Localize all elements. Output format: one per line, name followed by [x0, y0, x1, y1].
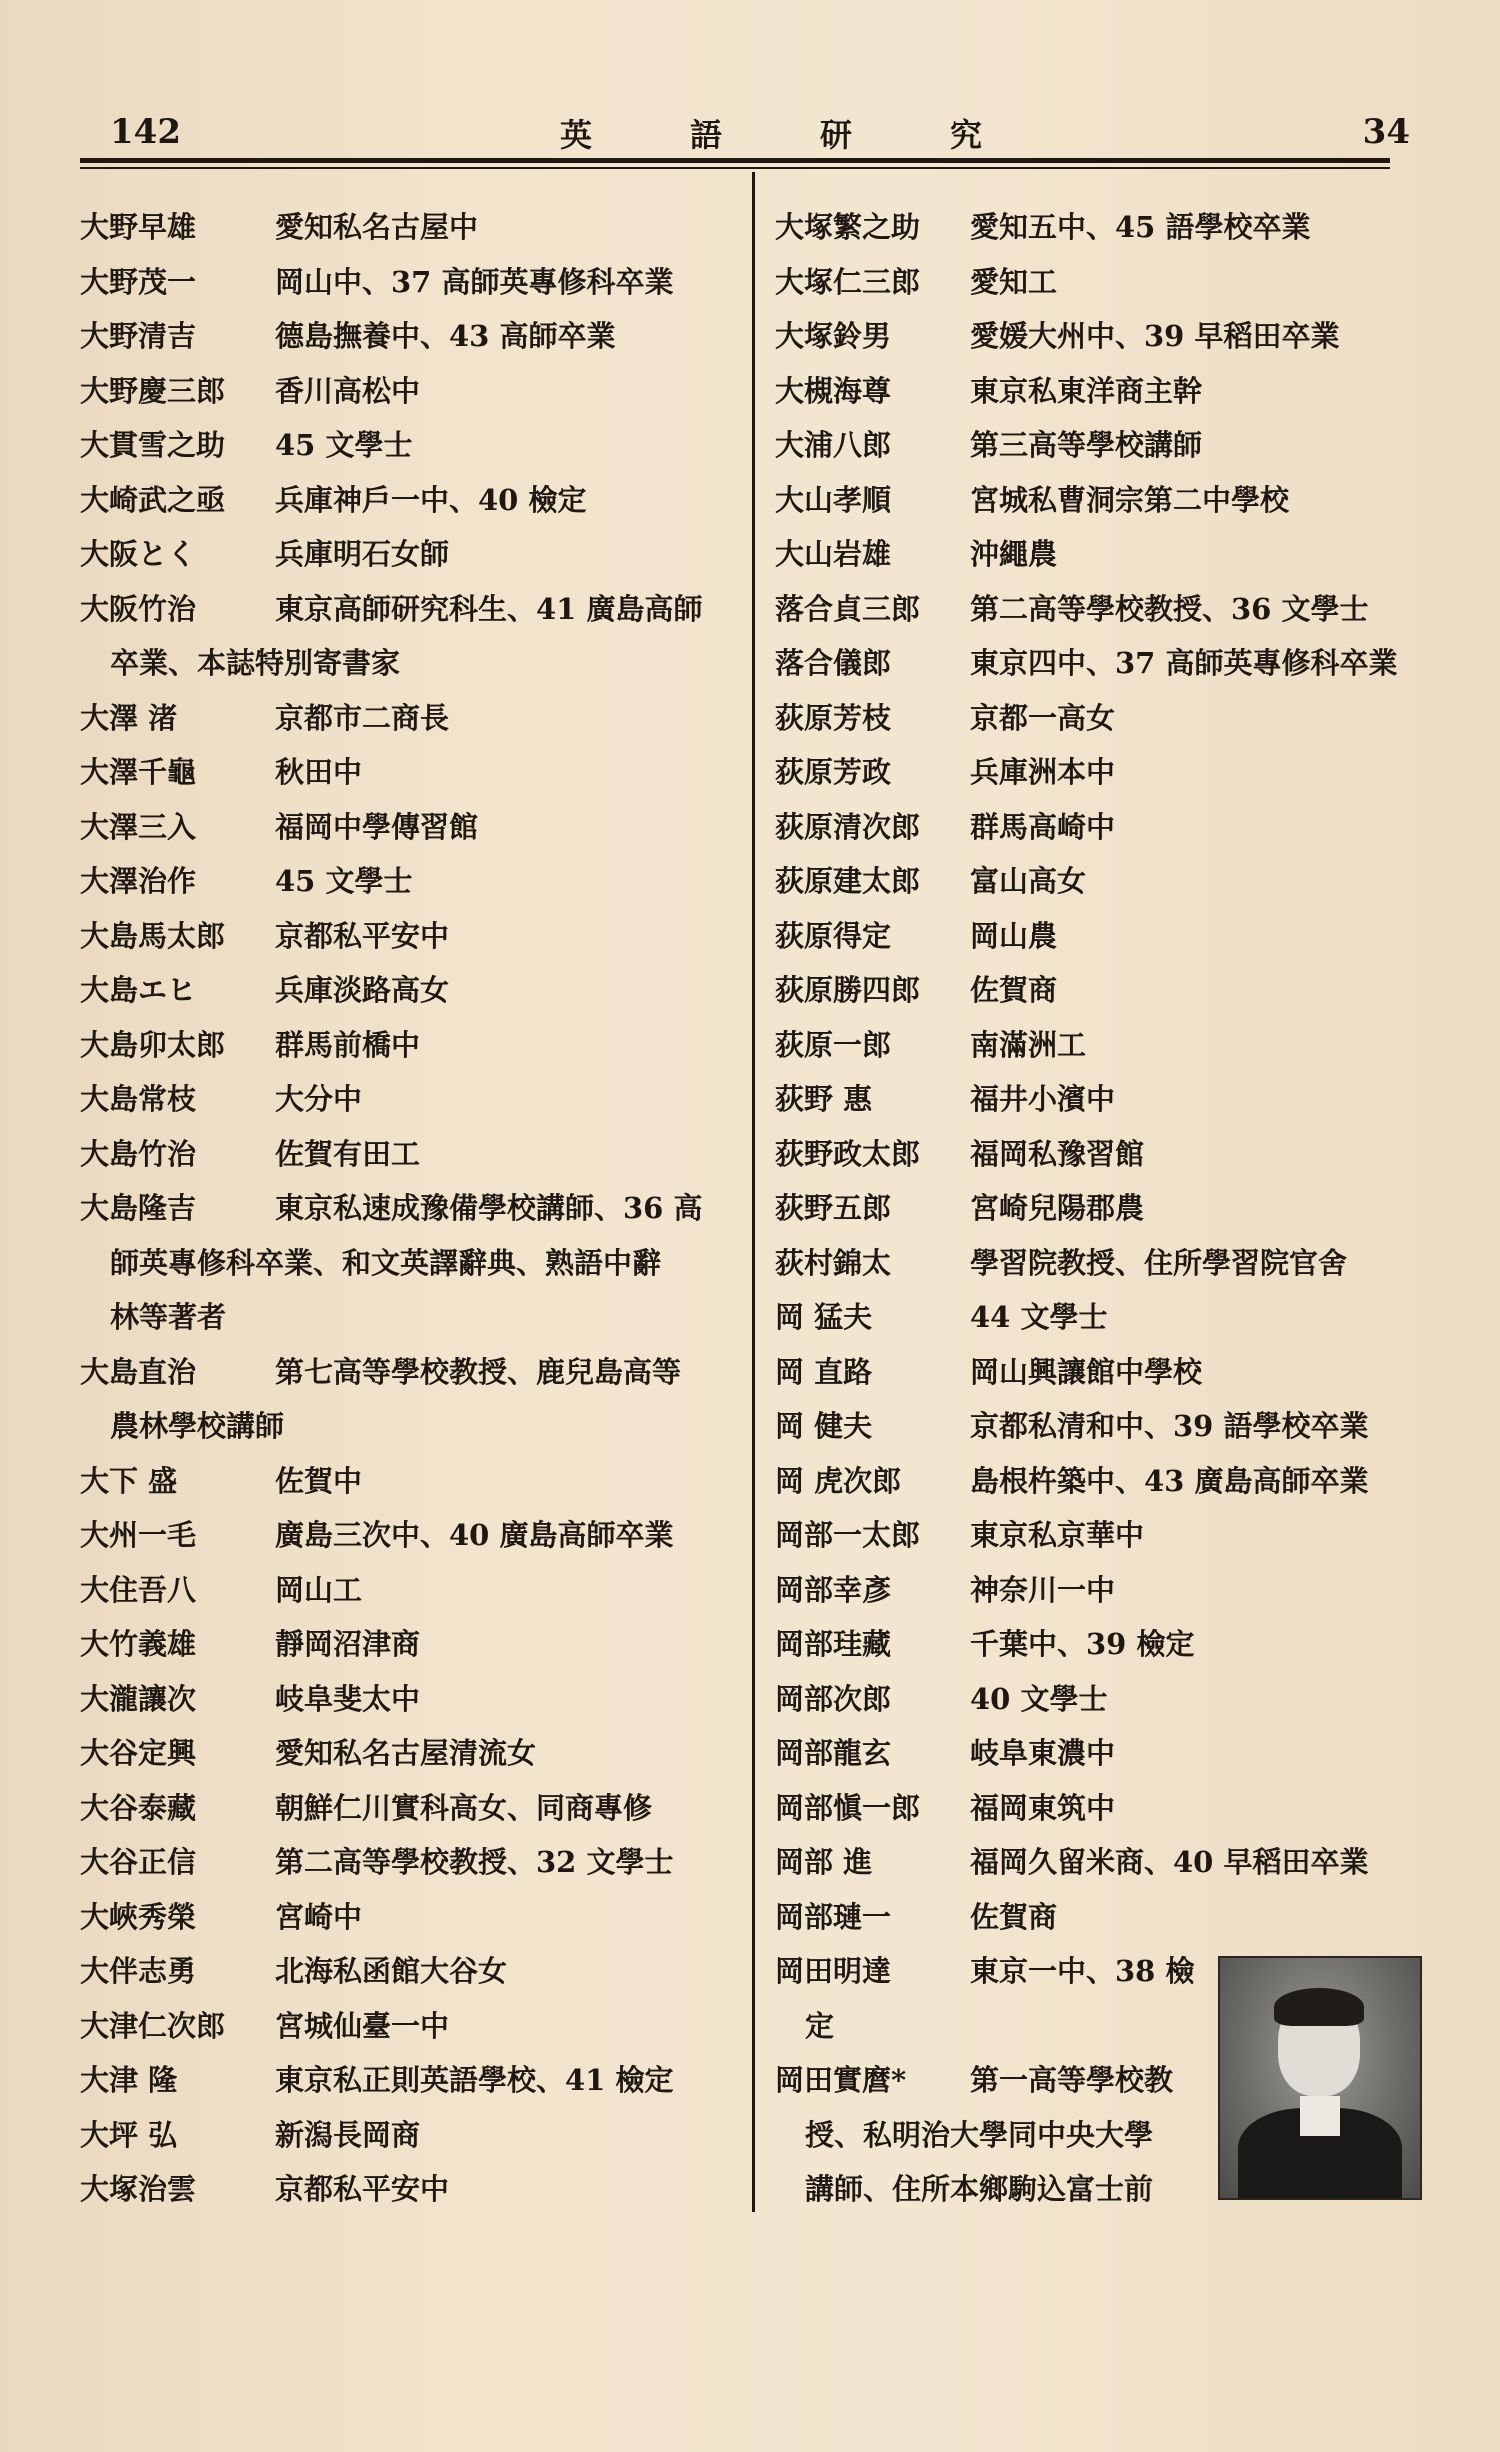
- directory-entry: [775, 1835, 1415, 1890]
- entry-name: 大塚繁之助: [775, 210, 921, 244]
- directory-entry: [80, 2108, 740, 2163]
- directory-entry: [80, 255, 740, 310]
- directory-entry: [80, 364, 740, 419]
- entry-description: 宮崎中: [275, 1899, 363, 1934]
- entry-name: 大津 隆: [80, 2063, 178, 2097]
- entry-description: 京都私平安中: [275, 918, 450, 953]
- entry-description: 愛知私名古屋中: [275, 210, 479, 244]
- entry-name: 岡 虎次郎: [775, 1463, 902, 1498]
- directory-entry: [775, 1563, 1415, 1618]
- entry-name: 大貫雪之助: [80, 428, 226, 462]
- entry-name: 大塚治雲: [80, 2172, 197, 2206]
- entry-name: 荻原芳政: [775, 755, 892, 789]
- entry-description: 千葉中、39 檢定: [970, 1627, 1195, 1661]
- entry-name: 大谷泰藏: [80, 1790, 197, 1825]
- entry-name: 大下 盛: [80, 1463, 178, 1498]
- entry-name: 荻原勝四郎: [775, 973, 921, 1007]
- entry-name: 大塚仁三郎: [775, 264, 921, 299]
- entry-description: 大分中: [275, 1082, 363, 1116]
- entry-name: 岡部 進: [775, 1845, 873, 1879]
- directory-entry: [775, 364, 1415, 419]
- entry-name: 大野早雄: [80, 210, 197, 244]
- entry-description: 沖繩農: [970, 537, 1058, 571]
- directory-entry: [775, 1454, 1415, 1509]
- entry-description: 京都私平安中: [275, 2172, 450, 2206]
- directory-entry: [80, 2162, 740, 2217]
- directory-entry: [775, 1072, 1415, 1127]
- entry-name: 大島隆吉: [80, 1191, 197, 1225]
- entry-description: 愛媛大州中、39 早稻田卒業: [970, 319, 1340, 353]
- entry-description: 香川高松中: [275, 373, 421, 408]
- directory-entry: [80, 473, 740, 528]
- entry-name: 岡 健夫: [775, 1409, 873, 1443]
- entry-description: 岡山興讓館中學校: [970, 1354, 1203, 1389]
- entry-name: 大澤 渚: [80, 700, 178, 735]
- column-divider: [752, 172, 755, 2212]
- directory-entry: [80, 1018, 740, 1073]
- directory-entry: [80, 800, 740, 855]
- entry-name: 岡部一太郎: [775, 1518, 921, 1552]
- entry-description: 40 文學士: [970, 1681, 1108, 1716]
- directory-entry: [775, 309, 1415, 364]
- entry-description: 朝鮮仁川實科高女、同商專修: [275, 1790, 653, 1825]
- directory-entry: [80, 1835, 740, 1890]
- entry-description: 學習院教授、住所學習院官舍: [970, 1245, 1348, 1280]
- header-rule-thick: [80, 158, 1390, 163]
- directory-entry: [80, 1072, 740, 1127]
- entry-name: 荻原清次郎: [775, 809, 921, 844]
- entry-continuation: 農林學校講師: [110, 1409, 285, 1443]
- entry-name: 大島エヒ: [80, 973, 197, 1007]
- entry-name: 大島直治: [80, 1354, 197, 1389]
- entry-name: 荻村錦太: [775, 1245, 892, 1280]
- entry-name: 岡田明達: [775, 1954, 892, 1988]
- entry-description: 佐賀有田工: [275, 1136, 421, 1171]
- entry-description: 岐阜東濃中: [970, 1736, 1116, 1770]
- entry-description: 富山高女: [970, 864, 1087, 898]
- entry-description: 德島撫養中、43 高師卒業: [275, 319, 616, 353]
- left-column: [80, 200, 740, 2217]
- entry-name: 大澤千龜: [80, 755, 197, 789]
- directory-entry: [775, 1290, 1415, 1345]
- entry-description: 神奈川一中: [970, 1572, 1116, 1607]
- entry-name: 岡部幸彥: [775, 1572, 892, 1607]
- entry-name: 大島常枝: [80, 1082, 197, 1116]
- entry-name: 大津仁次郎: [80, 2008, 226, 2043]
- directory-entry: [775, 1345, 1415, 1400]
- entry-name: 大山孝順: [775, 482, 892, 517]
- entry-description: 岡山農: [970, 918, 1058, 953]
- entry-description: 佐賀商: [970, 1899, 1058, 1934]
- directory-entry: [80, 691, 740, 746]
- entry-description: 岐阜斐太中: [275, 1681, 421, 1716]
- directory-entry: [80, 200, 740, 255]
- directory-entry: [775, 909, 1415, 964]
- entry-name: 荻原芳枝: [775, 700, 892, 735]
- entry-continuation: 講師、住所本鄉駒込富士前: [805, 2172, 1154, 2206]
- directory-entry: [775, 1672, 1415, 1727]
- right-column: [775, 200, 1415, 2217]
- directory-entry: [80, 1181, 740, 1236]
- entry-description: 45 文學士: [275, 428, 413, 462]
- entry-name: 大野慶三郎: [80, 373, 226, 408]
- directory-entry: [80, 1672, 740, 1727]
- directory-entry: [775, 582, 1415, 637]
- entry-description: 北海私函館大谷女: [275, 1954, 508, 1988]
- entry-name: 大州一毛: [80, 1518, 197, 1552]
- entry-name: 荻原得定: [775, 918, 892, 953]
- directory-entry: [775, 1781, 1415, 1836]
- entry-description: 第二高等學校教授、32 文學士: [275, 1845, 674, 1879]
- entry-description: 宮崎兒陽郡農: [970, 1191, 1145, 1225]
- entry-description: 愛知私名古屋清流女: [275, 1736, 537, 1770]
- entry-description: 45 文學士: [275, 864, 413, 898]
- entry-name: 大野茂一: [80, 264, 197, 299]
- directory-entry: [80, 527, 740, 582]
- entry-description: 兵庫明石女師: [275, 537, 450, 571]
- entry-description: 宮城私曹洞宗第二中學校: [970, 482, 1290, 517]
- entry-name: 大澤治作: [80, 864, 197, 898]
- directory-entry: [775, 854, 1415, 909]
- entry-name: 岡田實麿*: [775, 2063, 907, 2097]
- entry-continuation: 卒業、本誌特別寄書家: [110, 646, 401, 680]
- directory-entry: [775, 1127, 1415, 1182]
- entry-description: 兵庫洲本中: [970, 755, 1116, 789]
- entry-name: 大峽秀榮: [80, 1899, 197, 1934]
- entry-continuation: 授、私明治大學同中央大學: [805, 2117, 1154, 2152]
- portrait-hair: [1274, 1988, 1364, 2026]
- directory-entry: [80, 1617, 740, 1672]
- entry-name: 荻野政太郎: [775, 1136, 921, 1171]
- directory-entry: [775, 473, 1415, 528]
- entry-name: 大伴志勇: [80, 1954, 197, 1988]
- entry-name: 落合儀郎: [775, 646, 892, 680]
- directory-entry: [775, 800, 1415, 855]
- entry-description: 京都私清和中、39 語學校卒業: [970, 1409, 1369, 1443]
- directory-entry: [80, 1890, 740, 1945]
- directory-entry: [775, 636, 1415, 691]
- page-number-right: 34: [1362, 112, 1410, 152]
- entry-description: 福岡私豫習館: [970, 1136, 1145, 1171]
- directory-entry: [80, 1944, 740, 1999]
- entry-name: 岡部愼一郎: [775, 1790, 921, 1825]
- entry-name: 岡 猛夫: [775, 1300, 873, 1334]
- entry-description: 京都一高女: [970, 700, 1116, 735]
- directory-entry: [80, 1999, 740, 2054]
- directory-entry: [80, 745, 740, 800]
- directory-entry: [80, 1508, 740, 1563]
- entry-name: 大野清吉: [80, 319, 197, 353]
- directory-entry: [80, 309, 740, 364]
- entry-description: 兵庫淡路高女: [275, 973, 450, 1007]
- entry-description: 福井小濱中: [970, 1082, 1116, 1116]
- portrait-photo: [1218, 1956, 1422, 2200]
- entry-description: 福岡東筑中: [970, 1790, 1116, 1825]
- directory-entry: [775, 1726, 1415, 1781]
- entry-description: 第一高等學校教: [970, 2063, 1174, 2097]
- directory-entry: [775, 255, 1415, 310]
- entry-description: 東京一中、38 檢: [970, 1954, 1195, 1988]
- entry-description: 宮城仙臺一中: [275, 2008, 450, 2043]
- directory-entry: [775, 1890, 1415, 1945]
- entry-description: 44 文學士: [970, 1300, 1108, 1334]
- entry-name: 大住吾八: [80, 1572, 197, 1607]
- entry-description: 福岡久留米商、40 早稻田卒業: [970, 1845, 1369, 1879]
- entry-name: 荻原建太郎: [775, 864, 921, 898]
- directory-entry: [775, 1944, 1205, 1999]
- entry-name: 岡部璉一: [775, 1899, 892, 1934]
- directory-entry: [80, 1127, 740, 1182]
- entry-name: 大坪 弘: [80, 2117, 178, 2152]
- directory-entry: [80, 1781, 740, 1836]
- directory-entry: [80, 1454, 740, 1509]
- entry-name: 岡部珪藏: [775, 1627, 892, 1661]
- entry-continuation: 師英專修科卒業、和文英譯辭典、熟語中辭: [110, 1245, 662, 1280]
- directory-entry: [80, 582, 740, 637]
- entry-description: 第三高等學校講師: [970, 428, 1203, 462]
- directory-entry: [80, 854, 740, 909]
- entry-description: 愛知工: [970, 264, 1058, 299]
- portrait-collar: [1300, 2096, 1340, 2136]
- entry-name: 大瀧讓次: [80, 1681, 197, 1716]
- directory-entry: [80, 909, 740, 964]
- entry-name: 荻野五郎: [775, 1191, 892, 1225]
- entry-name: 大島竹治: [80, 1136, 197, 1171]
- directory-entry: [775, 1399, 1415, 1454]
- directory-entry: [775, 1508, 1415, 1563]
- entry-description: 廣島三次中、40 廣島高師卒業: [275, 1518, 674, 1552]
- entry-name: 大島卯太郎: [80, 1027, 226, 1062]
- entry-name: 大島馬太郎: [80, 918, 226, 953]
- entry-name: 大浦八郎: [775, 428, 892, 462]
- entry-continuation: 定: [805, 2008, 835, 2043]
- entry-name: 大阪竹治: [80, 591, 197, 626]
- entry-name: 大竹義雄: [80, 1627, 197, 1661]
- directory-entry: [775, 745, 1415, 800]
- entry-name: 荻原一郎: [775, 1027, 892, 1062]
- entry-description: 愛知五中、45 語學校卒業: [970, 210, 1311, 244]
- entry-description: 東京私速成豫備學校講師、36 高: [275, 1191, 703, 1225]
- entry-name: 岡部次郎: [775, 1681, 892, 1716]
- entry-description: 東京私東洋商主幹: [970, 373, 1203, 408]
- directory-entry: [80, 418, 740, 473]
- entry-description: 島根杵築中、43 廣島高師卒業: [970, 1463, 1369, 1498]
- directory-entry: [775, 418, 1415, 473]
- directory-entry: [80, 963, 740, 1018]
- page-number-left: 142: [110, 112, 181, 152]
- entry-description: 東京四中、37 高師英專修科卒業: [970, 646, 1398, 680]
- directory-entry: [80, 1345, 740, 1400]
- entry-continuation: 林等著者: [110, 1300, 227, 1334]
- entry-description: 新潟長岡商: [275, 2117, 421, 2152]
- entry-description: 第七高等學校教授、鹿兒島高等: [275, 1354, 682, 1389]
- entry-description: 東京私京華中: [970, 1518, 1145, 1552]
- directory-entry: [775, 527, 1415, 582]
- entry-name: 大槻海尊: [775, 373, 892, 408]
- entry-description: 南滿洲工: [970, 1027, 1087, 1062]
- entry-name: 荻野 惠: [775, 1082, 873, 1116]
- running-title: 英語研究: [560, 116, 1081, 154]
- directory-entry: [80, 2053, 740, 2108]
- entry-name: 岡部龍玄: [775, 1736, 892, 1770]
- entry-description: 群馬高崎中: [970, 809, 1116, 844]
- entry-description: 京都市二商長: [275, 700, 450, 735]
- directory-entry: [775, 1236, 1415, 1291]
- entry-description: 東京高師研究科生、41 廣島高師: [275, 591, 703, 626]
- entry-name: 岡 直路: [775, 1354, 873, 1389]
- directory-entry: [775, 1018, 1415, 1073]
- directory-entry: [80, 1726, 740, 1781]
- directory-entry: [775, 2053, 1205, 2108]
- entry-name: 大塚鈴男: [775, 319, 892, 353]
- entry-description: 福岡中學傳習館: [275, 809, 479, 844]
- entry-name: 大谷正信: [80, 1845, 197, 1879]
- entry-name: 大谷定興: [80, 1736, 197, 1770]
- page-header: [80, 100, 1410, 160]
- entry-description: 靜岡沼津商: [275, 1627, 421, 1661]
- directory-entry: [775, 1181, 1415, 1236]
- entry-description: 佐賀中: [275, 1463, 363, 1498]
- entry-name: 大阪とく: [80, 537, 197, 571]
- directory-entry: [80, 1563, 740, 1618]
- entry-description: 岡山中、37 高師英專修科卒業: [275, 264, 674, 299]
- entry-description: 東京私正則英語學校、41 檢定: [275, 2063, 674, 2097]
- directory-entry: [775, 963, 1415, 1018]
- entry-name: 落合貞三郎: [775, 591, 921, 626]
- entry-name: 大山岩雄: [775, 537, 892, 571]
- entry-name: 大崎武之亟: [80, 482, 226, 517]
- directory-entry: [775, 691, 1415, 746]
- directory-entry: [775, 200, 1415, 255]
- header-rule-thin: [80, 167, 1390, 169]
- entry-description: 秋田中: [275, 755, 363, 789]
- entry-name: 大澤三入: [80, 809, 197, 844]
- entry-description: 岡山工: [275, 1572, 363, 1607]
- directory-entry: [775, 1617, 1415, 1672]
- entry-description: 兵庫神戶一中、40 檢定: [275, 482, 587, 517]
- entry-description: 群馬前橋中: [275, 1027, 421, 1062]
- entry-description: 第二高等學校教授、36 文學士: [970, 591, 1369, 626]
- entry-description: 佐賀商: [970, 973, 1058, 1007]
